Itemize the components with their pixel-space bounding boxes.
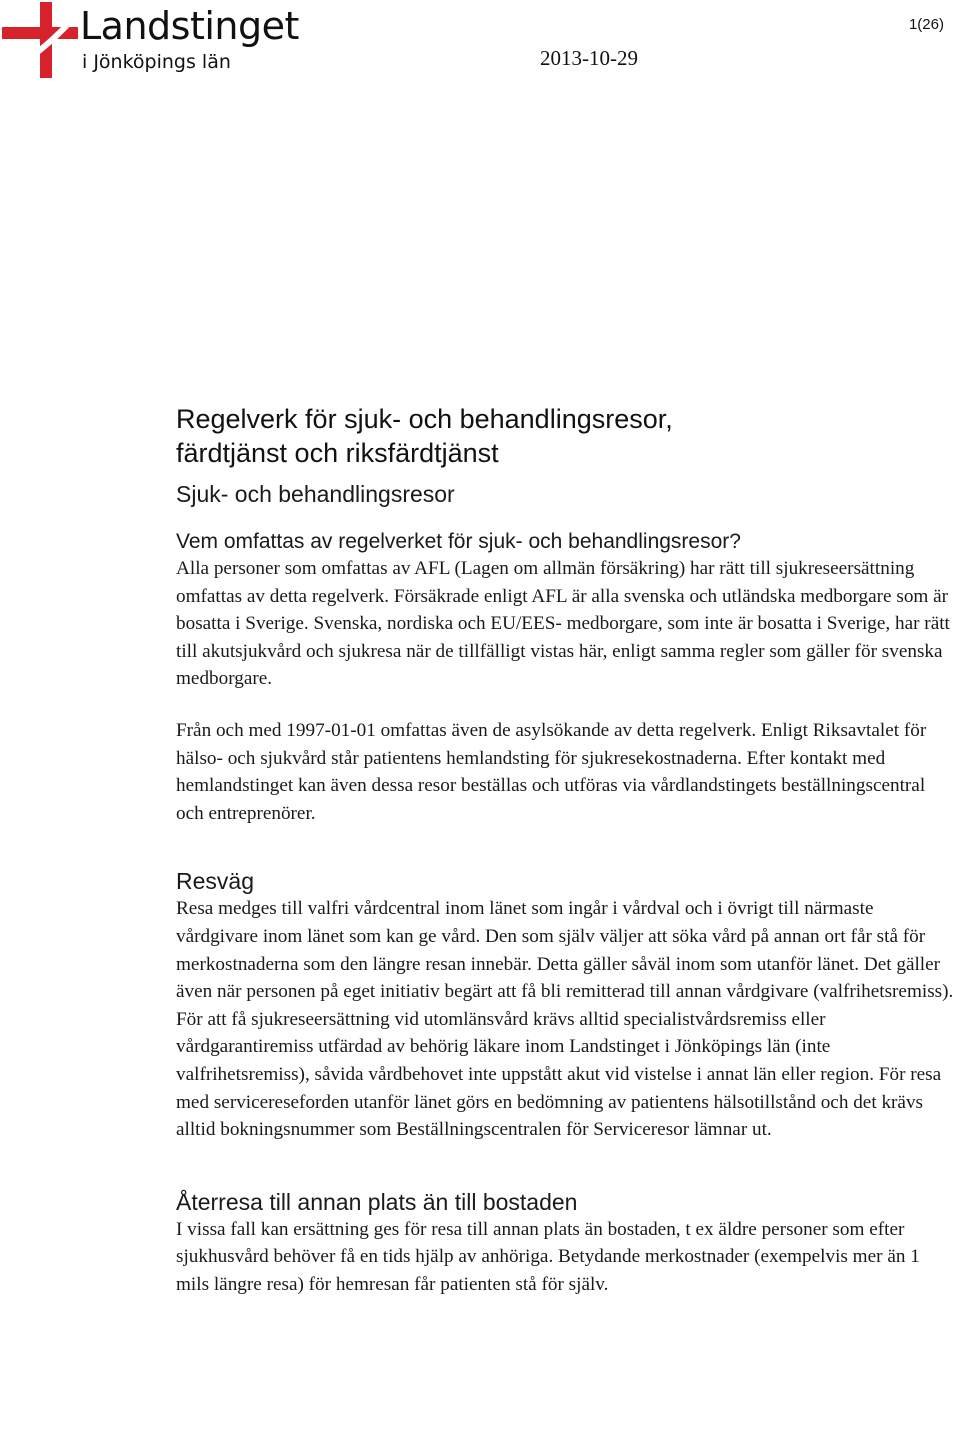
landstinget-logo [0, 0, 320, 80]
paragraph-utomlansvard: För att få sjukreseersättning vid utomlänsvård krävs alltid specialistvårdsremiss eller vårdgarantiremiss utfärdad av behörig läkare inom Landstinget i Jönköpings län (inte valfrihetsremiss), såvida vårdbehovet inte uppstått akut vid vistelse i annat län eller region. För resa med servicereseforden utanför länet görs en bedömning av patientens hälsotillstånd och det krävs alltid bokningsnummer som Beställningscentralen för Serviceresor lämnar ut. [176, 1008, 942, 1141]
title-line-1: Regelverk för sjuk- och behandlingsresor, [176, 404, 673, 434]
paragraph-eligibility: Alla personer som omfattas av AFL (Lagen om allmän försäkring) har rätt till sjukreseersättning omfattas av detta regelverk. Försäkrade enligt AFL är alla svenska och utländska medborgare som är bosatta i Sverige. Svenska, nordiska och EU/EES- medborgare, som inte är bosatta i Sverige, har rätt till akutsjukvård och sjukresa när de tillfälligt vistas här, enligt samma regler som gäller för svenska medborgare. [176, 558, 950, 690]
section-heading-aterresa: Återresa till annan plats än till bostaden [176, 1188, 578, 1215]
document-title [176, 402, 956, 470]
paragraph-aterresa: I vissa fall kan ersättning ges för resa till annan plats än bostaden, t ex äldre personer som efter sjukhusvård behöver få en tids hjälp av anhöriga. Betydande merkostnader (exempelvis mer än 1 mils längre resa) för hemresan får patienten stå för själv. [176, 1218, 920, 1295]
page-number: 1(26) [908, 16, 944, 33]
red-cross-logo-icon [0, 0, 80, 80]
paragraph-resvag: Resa medges till valfri vårdcentral inom länet som ingår i vårdval och i övrigt till närmaste vårdgivare inom länet som kan ge vård. Den som själv väljer att söka vård på annan ort får stå för merkostnaderna som den längre resan innebär. Detta gäller såväl inom som utanför länet. Det gäller även när personen på eget initiativ begärt att få bli remitterad till annan vårdgivare (valfrihetsremiss). [176, 898, 954, 1003]
title-line-2: färdtjänst och riksfärdtjänst [176, 438, 499, 468]
document-subtitle: Sjuk- och behandlingsresor [176, 481, 455, 507]
paragraph-asylum: Från och med 1997-01-01 omfattas även de asylsökande av detta regelverk. Enligt Riksavtalet för hälso- och sjukvård står patientens hemlandsting för sjukresekostnaderna. Efter kontakt med hemlandstinget kan även dessa resor beställas och utföras via vårdlandstingets beställningscentral och entreprenörer. [176, 719, 927, 824]
logo-subtitle: i Jönköpings län [82, 51, 231, 73]
question-heading: Vem omfattas av regelverket för sjuk- och behandlingsresor? [176, 530, 741, 553]
section-heading-resvag: Resväg [176, 868, 254, 895]
document-body [176, 402, 956, 1298]
logo-name: Landstinget [80, 4, 299, 48]
document-date: 2013-10-29 [540, 46, 638, 70]
